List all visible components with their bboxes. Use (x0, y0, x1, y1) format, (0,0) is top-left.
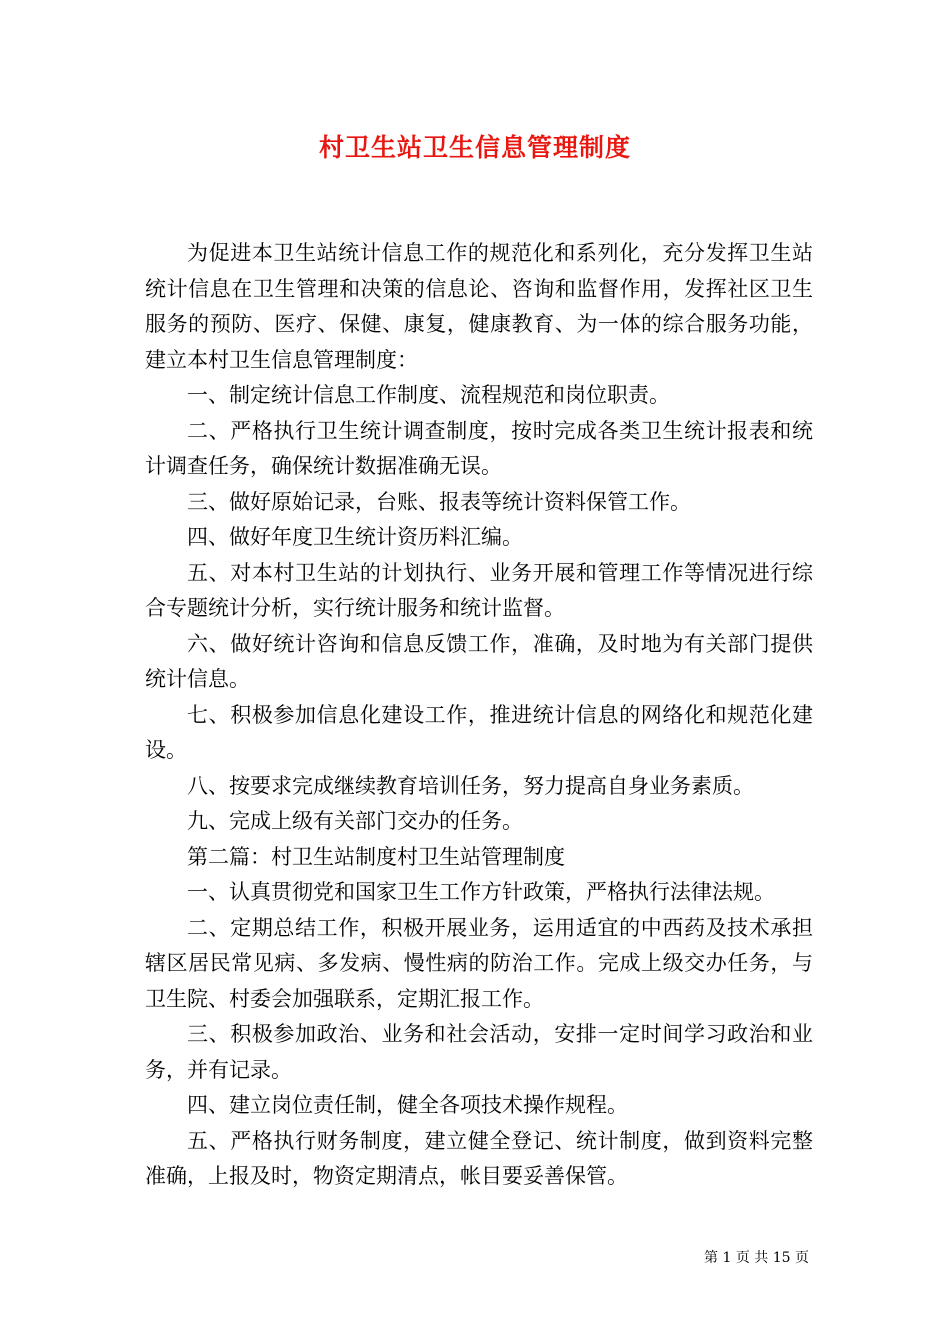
paragraph: 二、定期总结工作，积极开展业务，运用适宜的中西药及技术承担辖区居民常见病、多发病、慢性病的防治工作。完成上级交办任务，与卫生院、村委会加强联系，定期汇报工作。 (145, 915, 813, 1011)
paragraph: 一、认真贯彻党和国家卫生工作方针政策，严格执行法律法规。 (187, 880, 775, 904)
paragraph: 六、做好统计咨询和信息反馈工作，准确，及时地为有关部门提供统计信息。 (145, 631, 813, 691)
document-body (145, 236, 813, 1195)
paragraph: 七、积极参加信息化建设工作，推进统计信息的网络化和规范化建设。 (145, 702, 813, 762)
section-heading: 第二篇：村卫生站制度村卫生站管理制度 (187, 844, 565, 869)
document-title: 村卫生站卫生信息管理制度 (318, 133, 631, 162)
paragraph: 五、对本村卫生站的计划执行、业务开展和管理工作等情况进行综合专题统计分析，实行统计服务和统计监督。 (145, 560, 813, 620)
paragraph: 一、制定统计信息工作制度、流程规范和岗位职责。 (187, 383, 670, 407)
paragraph: 九、完成上级有关部门交办的任务。 (187, 809, 523, 833)
page-number: 第 1 页 共 15 页 (704, 1250, 809, 1266)
paragraph: 为促进本卫生站统计信息工作的规范化和系列化，充分发挥卫生站统计信息在卫生管理和决策的信息论、咨询和监督作用，发挥社区卫生服务的预防、医疗、保健、康复，健康教育、为一体的综合服务功能，建立本村卫生信息管理制度： (145, 241, 813, 372)
paragraph: 三、做好原始记录，台账、报表等统计资料保管工作。 (187, 489, 691, 514)
paragraph: 四、做好年度卫生统计资历料汇编。 (187, 525, 523, 549)
paragraph: 三、积极参加政治、业务和社会活动，安排一定时间学习政治和业务，并有记录。 (145, 1022, 813, 1082)
paragraph: 八、按要求完成继续教育培训任务，努力提高自身业务素质。 (187, 773, 754, 798)
paragraph: 二、严格执行卫生统计调查制度，按时完成各类卫生统计报表和统计调查任务，确保统计数据准确无误。 (145, 418, 813, 478)
paragraph: 五、严格执行财务制度，建立健全登记、统计制度，做到资料完整准确，上报及时，物资定期清点，帐目要妥善保管。 (145, 1128, 813, 1188)
paragraph: 四、建立岗位责任制，健全各项技术操作规程。 (187, 1093, 628, 1117)
